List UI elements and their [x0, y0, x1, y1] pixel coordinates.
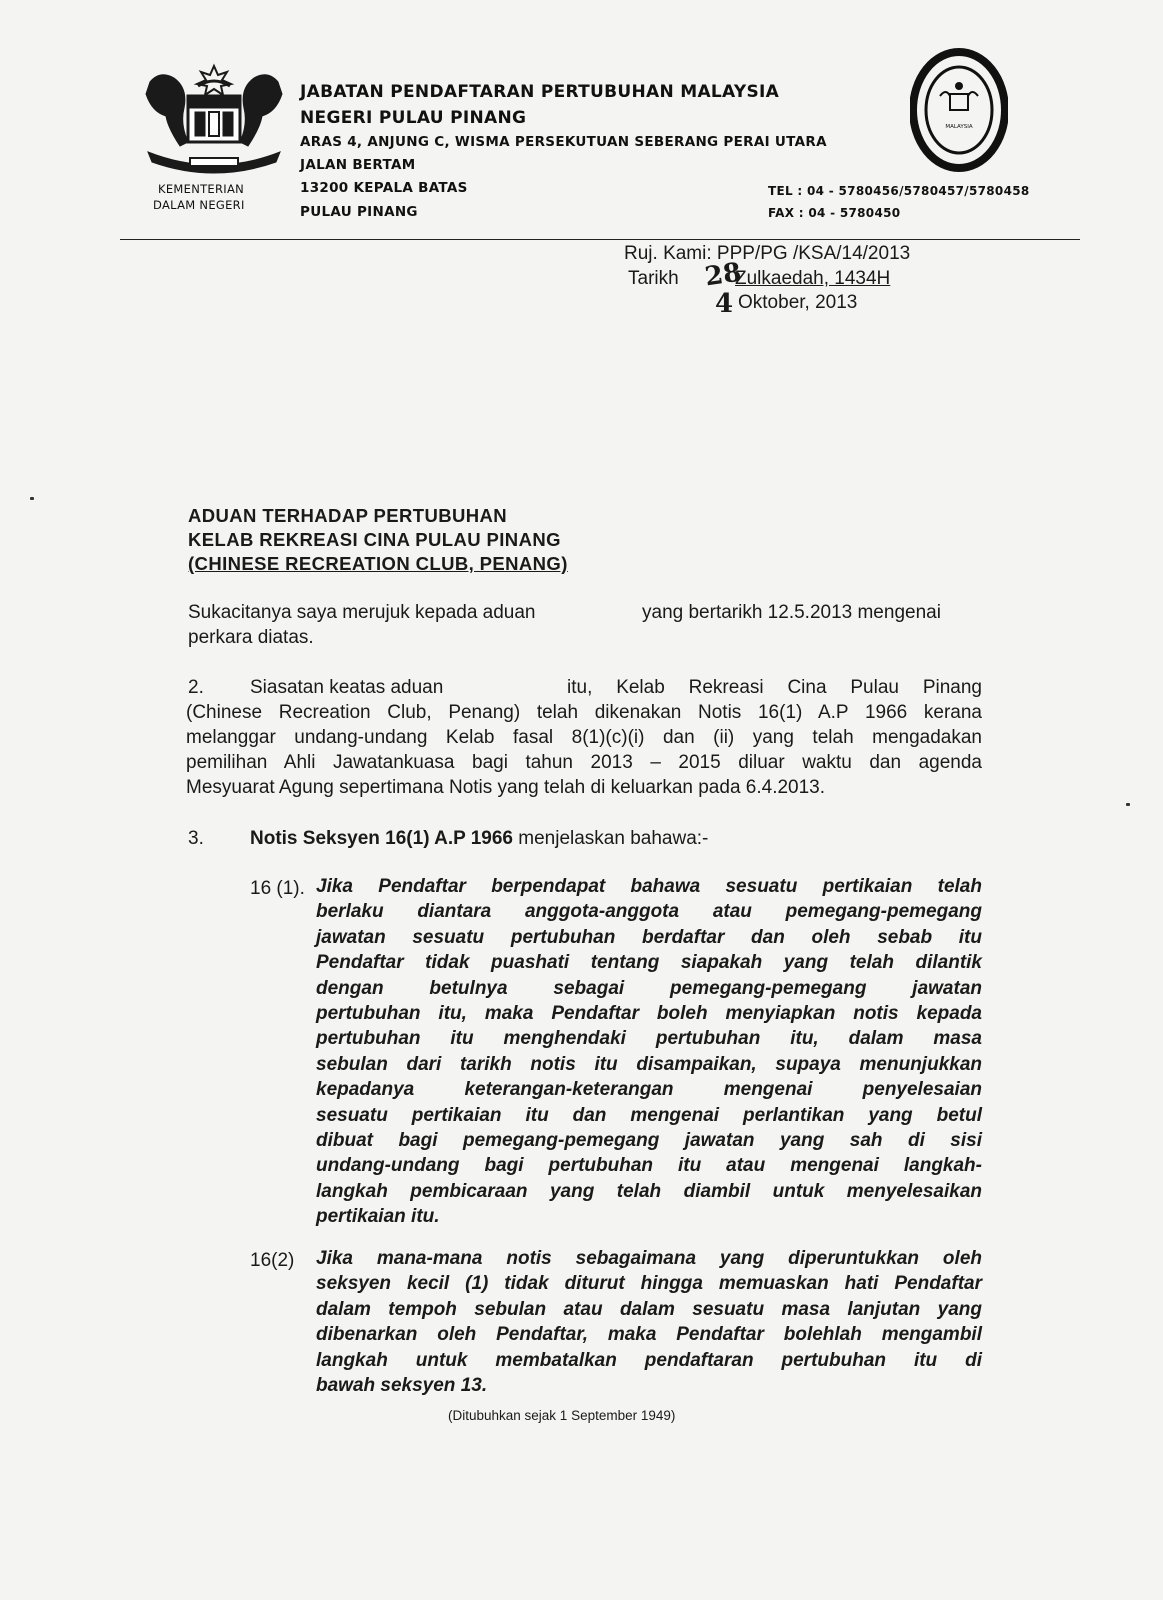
section-16-2-line: langkah untuk membatalkan pendaftaran pertubuhan itu di	[316, 1349, 982, 1371]
section-16-2-line: seksyen kecil (1) tidak diturut hingga memuaskan hati Pendaftar	[316, 1273, 982, 1295]
section-16-1-line: undang-undang bagi pertubuhan itu atau mengenai langkah-	[316, 1155, 982, 1177]
reference-number: Ruj. Kami: PPP/PG /KSA/14/2013	[624, 243, 911, 264]
section-16-2-line: bawah seksyen 13.	[316, 1374, 488, 1396]
section-16-1-line: sebulan dari tarikh notis itu disampaikan, supaya menunjukkan	[316, 1053, 982, 1075]
scan-speck	[30, 497, 34, 500]
registry-seal-logo	[910, 48, 1008, 172]
hijri-date: Zulkaedah, 1434H	[735, 268, 891, 289]
subject-line-3: (CHINESE RECREATION CLUB, PENANG)	[188, 553, 568, 574]
address-line-1: ARAS 4, ANJUNG C, WISMA PERSEKUTUAN SEBERANG PERAI UTARA	[300, 134, 827, 150]
para3-bold-reference: Notis Seksyen 16(1) A.P 1966	[250, 828, 513, 849]
section-16-1-label: 16 (1).	[250, 878, 305, 899]
section-16-1-line: berlaku diantara anggota-anggota atau pemegang-pemegang	[316, 901, 982, 923]
para2-line2: (Chinese Recreation Club, Penang) telah dikenakan Notis 16(1) A.P 1966 kerana	[186, 702, 982, 723]
para1-line2: perkara diatas.	[188, 627, 314, 648]
footer-established: (Ditubuhkan sejak 1 September 1949)	[448, 1408, 676, 1423]
section-16-2-line: dalam tempoh sebulan atau dalam sesuatu masa lanjutan yang	[316, 1298, 982, 1320]
para1-line1-part-b: yang bertarikh 12.5.2013 mengenai	[642, 602, 941, 623]
scan-speck	[1126, 803, 1130, 806]
coat-of-arms-emblem	[140, 62, 288, 180]
section-16-1-line: Jika Pendaftar berpendapat bahawa sesuatu pertikaian telah	[316, 876, 982, 897]
section-16-1-line: pertubuhan itu, maka Pendaftar boleh menyiapkan notis kepada	[316, 1002, 982, 1024]
subject-line-2: KELAB REKREASI CINA PULAU PINANG	[188, 529, 561, 550]
section-16-1-line: pertikaian itu.	[316, 1206, 440, 1228]
letterhead-divider	[120, 239, 1080, 240]
org-name: JABATAN PENDAFTARAN PERTUBUHAN MALAYSIA	[300, 82, 780, 102]
para3-rest: menjelaskan bahawa:-	[518, 828, 709, 849]
section-16-2-label: 16(2)	[250, 1250, 295, 1271]
handwritten-hijri-day: 28	[703, 257, 744, 293]
section-16-2-line: Jika mana-mana notis sebagaimana yang diperuntukkan oleh	[316, 1248, 982, 1269]
subject-line-1: ADUAN TERHADAP PERTUBUHAN	[188, 505, 508, 526]
section-16-1-line: jawatan sesuatu pertubuhan berdaftar dan oleh sebab itu	[316, 926, 982, 948]
org-state: NEGERI PULAU PINANG	[300, 108, 527, 128]
para2-line1-part-b: itu, Kelab Rekreasi Cina Pulau Pinang	[567, 677, 982, 698]
section-16-1-line: langkah pembicaraan yang telah diambil untuk menyelesaikan	[316, 1180, 982, 1202]
section-16-2-text	[316, 1246, 982, 1398]
section-16-1-line: dengan betulnya sebagai pemegang-pemegang jawatan	[316, 977, 982, 999]
section-16-1-line: pertubuhan itu menghendaki pertubuhan itu, dalam masa	[316, 1028, 982, 1050]
gregorian-date: Oktober, 2013	[738, 292, 858, 313]
date-label: Tarikh	[628, 268, 679, 289]
section-16-1-line: kepadanya keterangan-keterangan mengenai penyelesaian	[316, 1079, 982, 1101]
para3-line	[250, 826, 708, 851]
ministry-line-2: DALAM NEGERI	[153, 198, 245, 212]
address-line-4: PULAU PINANG	[300, 204, 418, 220]
fax-number: FAX : 04 - 5780450	[768, 206, 901, 220]
para2-line5: Mesyuarat Agung sepertimana Notis yang telah di keluarkan pada 6.4.2013.	[186, 777, 826, 798]
svg-text:MALAYSIA: MALAYSIA	[945, 124, 973, 130]
section-16-2-line: dibenarkan oleh Pendaftar, maka Pendaftar bolehlah mengambil	[316, 1324, 982, 1346]
address-line-2: JALAN BERTAM	[300, 157, 416, 173]
address-line-3: 13200 KEPALA BATAS	[300, 180, 468, 196]
para2-line3: melanggar undang-undang Kelab fasal 8(1)(c)(i) dan (ii) yang telah mengadakan	[186, 727, 982, 748]
handwritten-gregorian-day: 4	[715, 289, 734, 319]
para2-line1-part-a: Siasatan keatas aduan	[250, 677, 444, 698]
section-16-1-text	[316, 874, 982, 1229]
ministry-line-1: KEMENTERIAN	[158, 182, 245, 196]
section-16-1-line: Pendaftar tidak puashati tentang siapakah yang telah dilantik	[316, 952, 982, 974]
tel-numbers: TEL : 04 - 5780456/5780457/5780458	[768, 184, 1030, 198]
para1-line1-part-a: Sukacitanya saya merujuk kepada aduan	[188, 602, 536, 623]
para3-number: 3.	[188, 828, 204, 849]
para2-line4: pemilihan Ahli Jawatankuasa bagi tahun 2013 – 2015 diluar waktu dan agenda	[186, 752, 982, 773]
section-16-1-line: dibuat bagi pemegang-pemegang jawatan yang sah di sisi	[316, 1129, 982, 1151]
para2-number: 2.	[188, 677, 204, 698]
section-16-1-line: sesuatu pertikaian itu dan mengenai perlantikan yang betul	[316, 1104, 982, 1126]
